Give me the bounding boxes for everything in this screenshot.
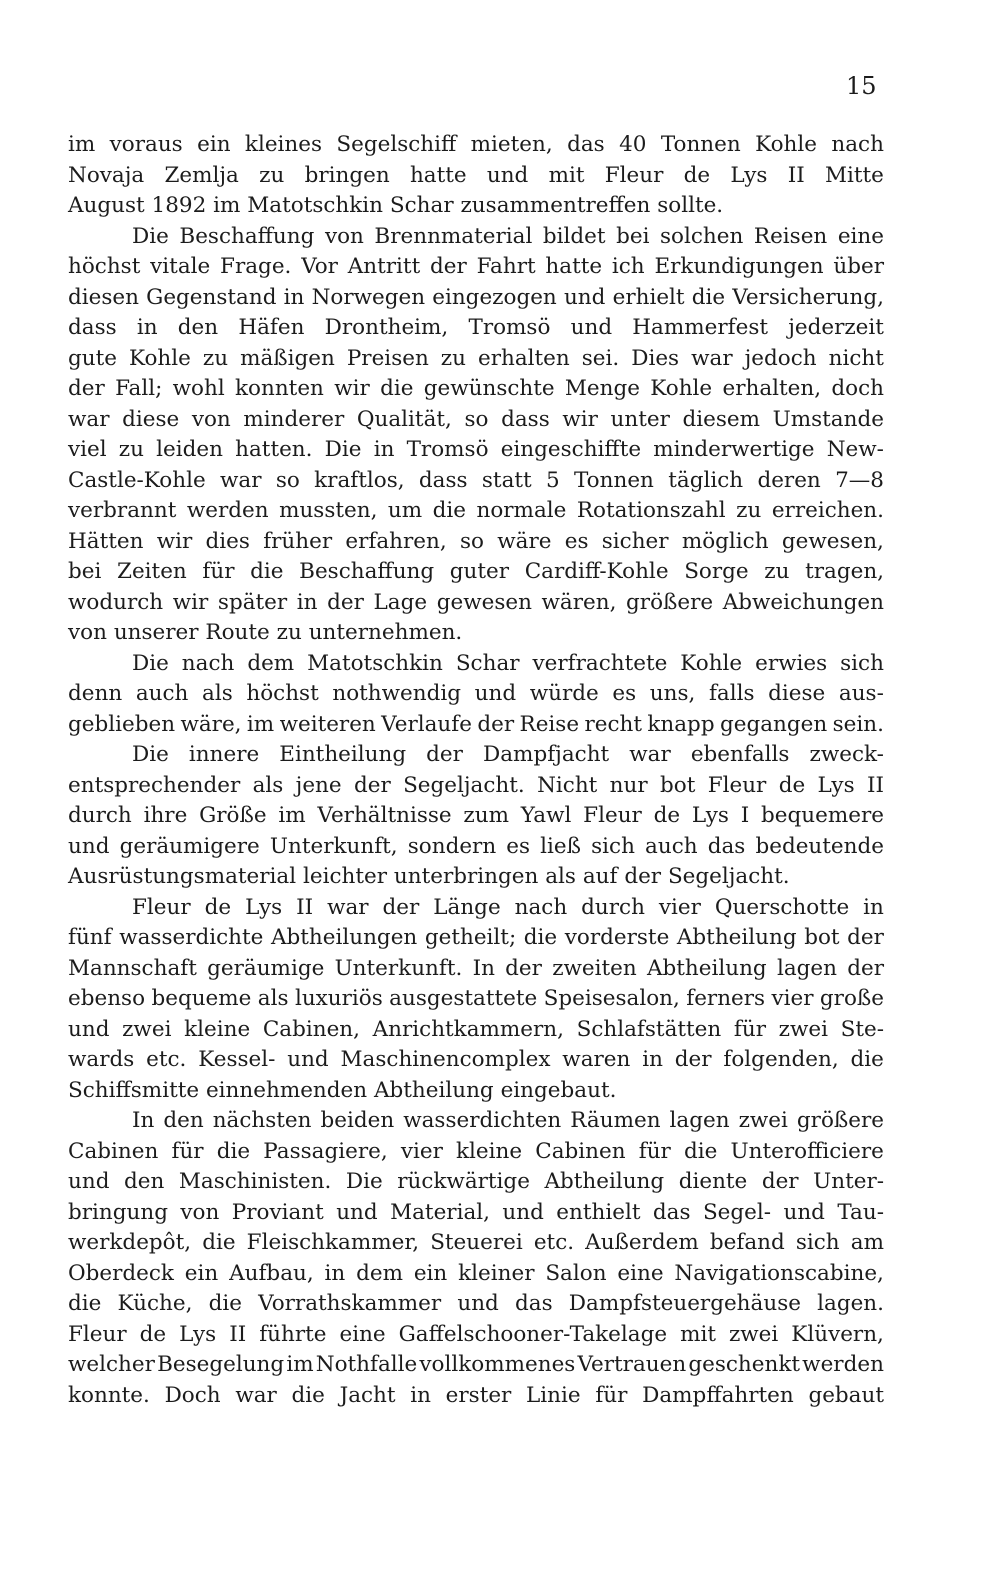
text-line: höchst vitale Frage. Vor Antritt der Fahrt hatte ich Erkundigungen über — [68, 254, 884, 279]
text-line: Ausrüstungsmaterial leichter unterbringen als auf der Segeljacht. — [68, 864, 790, 889]
text-line: der Fall; wohl konnten wir die gewünschte Menge Kohle erhalten, doch — [68, 376, 884, 401]
text-line: Novaja Zemlja zu bringen hatte und mit Fleur de Lys II Mitte — [68, 162, 884, 188]
text-line: Cabinen für die Passagiere, vier kleine Cabinen für die Unterofficiere — [68, 1138, 884, 1164]
text-line: In den nächsten beiden wasserdichten Räumen lagen zwei größere — [132, 1108, 884, 1133]
text-line: Hätten wir dies früher erfahren, so wäre es sicher möglich gewesen, — [68, 528, 884, 554]
text-line: Mannschaft geräumige Unterkunft. In der zweiten Abtheilung lagen der — [68, 955, 884, 981]
text-line: verbrannt werden mussten, um die normale Rotationszahl zu erreichen. — [68, 498, 884, 523]
text-line: welcher Besegelung im Nothfalle vollkommenes Vertrauen geschenkt werden — [68, 1352, 884, 1377]
text-line: wards etc. Kessel- und Maschinencomplex waren in der folgenden, die — [68, 1047, 884, 1072]
text-line: Oberdeck ein Aufbau, in dem ein kleiner Salon eine Navigationscabine, — [68, 1260, 884, 1286]
text-line: bringung von Proviant und Material, und enthielt das Segel- und Tau- — [68, 1199, 884, 1225]
text-line: Die Beschaffung von Brennmaterial bildet bei solchen Reisen eine — [132, 223, 884, 249]
text-line: und den Maschinisten. Die rückwärtige Abtheilung diente der Unter- — [68, 1169, 884, 1194]
text-line: denn auch als höchst nothwendig und würde es uns, falls diese aus- — [68, 681, 884, 706]
text-line: werkdepôt, die Fleischkammer, Steuerei etc. Außerdem befand sich am — [68, 1230, 884, 1255]
text-line: und zwei kleine Cabinen, Anrichtkammern, Schlafstätten für zwei Ste- — [68, 1016, 884, 1042]
text-line: Fleur de Lys II war der Länge nach durch vier Querschotte in — [132, 894, 884, 920]
text-line: Castle-Kohle war so kraftlos, dass statt 5 Tonnen täglich deren 7—8 — [68, 467, 884, 493]
text-line: Die nach dem Matotschkin Schar verfrachtete Kohle erwies sich — [132, 650, 884, 676]
text-line: Fleur de Lys II führte eine Gaffelschooner-Takelage mit zwei Klüvern, — [68, 1321, 884, 1347]
text-line: Schiffsmitte einnehmenden Abtheilung eingebaut. — [68, 1077, 617, 1103]
text-line: und geräumigere Unterkunft, sondern es ließ sich auch das bedeutende — [68, 833, 884, 859]
text-line: gute Kohle zu mäßigen Preisen zu erhalten sei. Dies war jedoch nicht — [68, 345, 884, 371]
text-line: war diese von minderer Qualität, so dass wir unter diesem Umstande — [68, 406, 884, 432]
text-line: konnte. Doch war die Jacht in erster Linie für Dampffahrten gebaut — [68, 1382, 884, 1408]
text-line: bei Zeiten für die Beschaffung guter Cardiff-Kohle Sorge zu tragen, — [68, 559, 884, 584]
text-line: entsprechender als jene der Segeljacht. Nicht nur bot Fleur de Lys II — [68, 772, 884, 798]
body-text — [68, 130, 884, 1411]
text-line: diesen Gegenstand in Norwegen eingezogen und erhielt die Versicherung, — [68, 284, 884, 310]
text-line: von unserer Route zu unternehmen. — [68, 620, 463, 645]
text-line: die Küche, die Vorrathskammer und das Dampfsteuergehäuse lagen. — [68, 1291, 884, 1316]
text-line: Die innere Eintheilung der Dampfjacht war ebenfalls zweck- — [132, 742, 884, 767]
page-number: 15 — [846, 72, 877, 100]
text-line: wodurch wir später in der Lage gewesen wären, größere Abweichungen — [68, 589, 884, 615]
text-line: ebenso bequeme als luxuriös ausgestattete Speisesalon, ferners vier große — [68, 986, 884, 1011]
text-line: dass in den Häfen Drontheim, Tromsö und Hammerfest jederzeit — [68, 315, 884, 340]
text-line: im voraus ein kleines Segelschiff mieten, das 40 Tonnen Kohle nach — [68, 132, 884, 157]
text-line: geblieben wäre, im weiteren Verlaufe der Reise recht knapp gegangen sein. — [68, 711, 884, 737]
text-line: August 1892 im Matotschkin Schar zusammentreffen sollte. — [68, 193, 724, 218]
text-line: viel zu leiden hatten. Die in Tromsö eingeschiffte minderwertige New- — [68, 437, 884, 462]
text-line: fünf wasserdichte Abtheilungen getheilt; die vorderste Abtheilung bot der — [68, 925, 884, 950]
text-line: durch ihre Größe im Verhältnisse zum Yawl Fleur de Lys I bequemere — [68, 803, 884, 828]
